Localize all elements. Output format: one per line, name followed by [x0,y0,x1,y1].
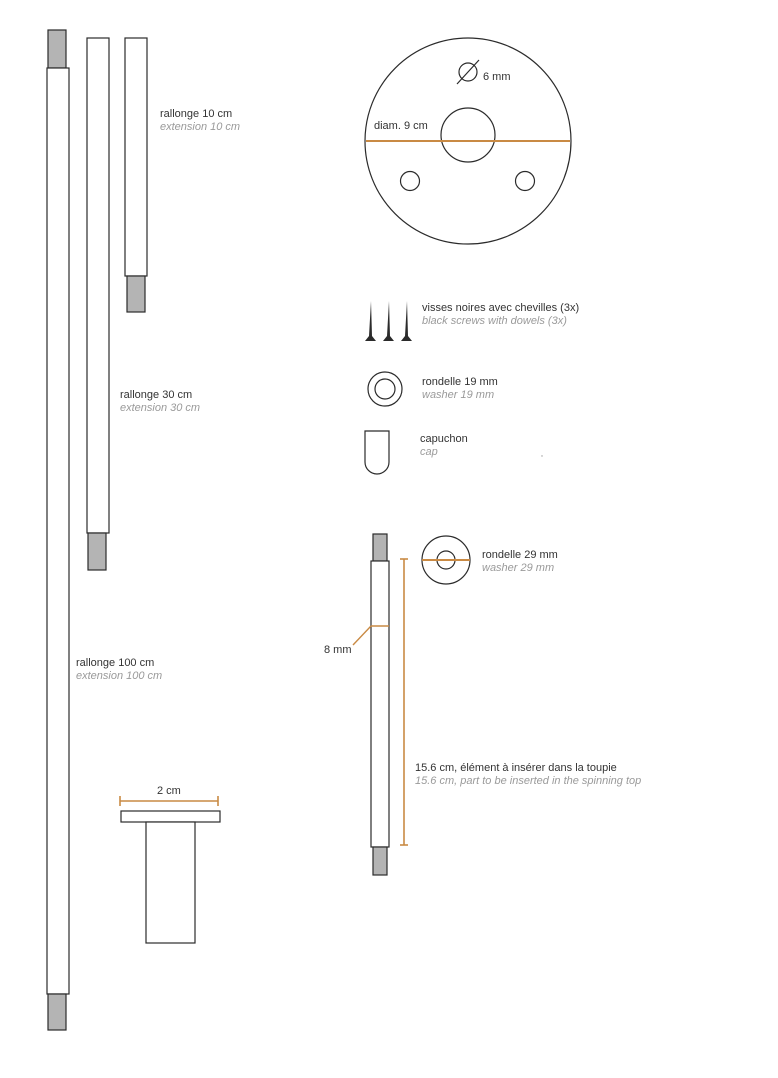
cap [365,431,468,474]
base-plate-diameter-label: diam. 9 cm [374,120,428,132]
holder-body [146,822,195,943]
base-plate-screw-hole-left [401,172,420,191]
holder-sleeve [120,785,220,943]
holder-flange [121,811,220,822]
screws [365,301,579,341]
extension-30cm-body [87,38,109,533]
washer-19mm [368,372,498,406]
extension-100cm-bottom-tip [48,994,66,1030]
base-plate-screw-hole-right [516,172,535,191]
extension-10cm-tip [127,276,145,312]
stray-dot [541,455,542,456]
holder-width-label: 2 cm [157,785,181,797]
washer-icon [368,372,402,406]
extension-10cm [125,38,240,312]
washer-29mm-label: rondelle 29 mm [482,549,558,561]
insert-rod-bottom-tip [373,847,387,875]
insert-rod [324,534,641,875]
extension-100cm-sublabel: extension 100 cm [76,670,163,682]
insert-rod-diameter-label: 8 mm [324,644,352,656]
extension-30cm-tip [88,533,106,570]
screw-icon [383,301,394,341]
insert-rod-length-label: 15.6 cm, élément à insérer dans la toupie [415,762,617,774]
extension-10cm-label: rallonge 10 cm [160,108,233,120]
extension-10cm-sublabel: extension 10 cm [160,121,241,133]
base-plate-center-hole [441,108,495,162]
extension-100cm-body [47,68,69,994]
base-plate-hole-label: 6 mm [483,71,511,83]
insert-rod-length-sublabel: 15.6 cm, part to be inserted in the spinning top [415,775,642,787]
insert-rod-body [371,561,389,847]
screws-label: visses noires avec chevilles (3x) [422,302,580,314]
extension-30cm-sublabel: extension 30 cm [120,402,201,414]
washer-icon [422,536,470,584]
extension-100cm-top-tip [48,30,66,68]
insert-rod-top-tip [373,534,387,561]
base-plate [365,38,571,244]
cap-icon [365,431,389,474]
washer-19mm-label: rondelle 19 mm [422,376,498,388]
screw-icon [401,301,412,341]
screw-icon [365,301,376,341]
washer-29mm [422,536,558,584]
extension-100cm-label: rallonge 100 cm [76,657,155,669]
cap-sublabel: cap [420,446,438,458]
screws-sublabel: black screws with dowels (3x) [422,315,567,327]
insert-rod-diameter-leader [353,626,371,645]
cap-label: capuchon [420,433,468,445]
extension-30cm-label: rallonge 30 cm [120,389,193,401]
washer-29mm-sublabel: washer 29 mm [482,562,555,574]
extension-10cm-body [125,38,147,276]
washer-19mm-sublabel: washer 19 mm [422,389,495,401]
